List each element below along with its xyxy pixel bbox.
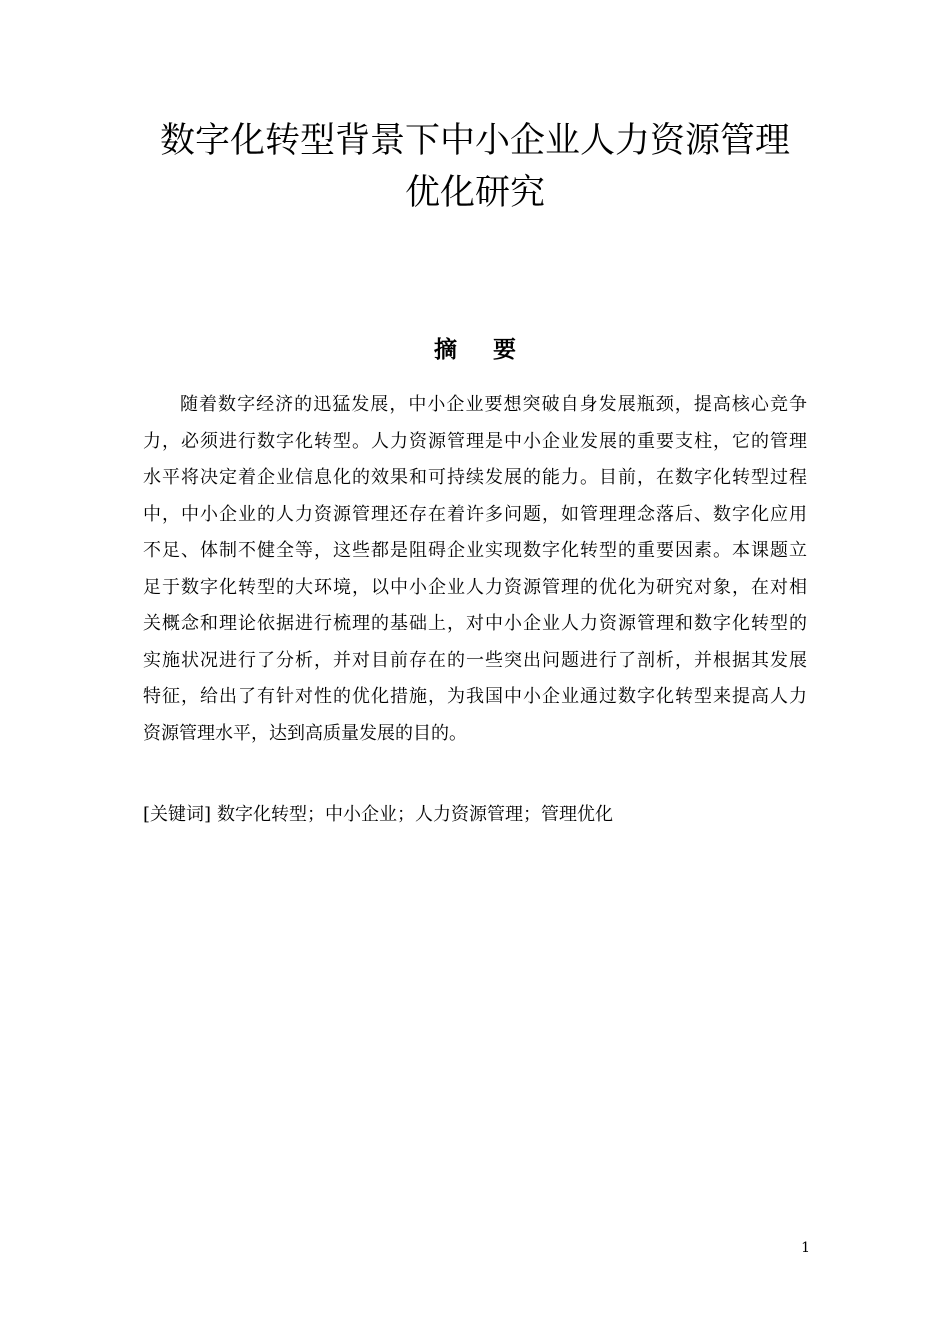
- abstract-line: 关概念和理论依据进行梳理的基础上，对中小企业人力资源管理和数字化转型的: [143, 613, 807, 634]
- keywords: [143, 800, 613, 830]
- title-line-2: 优化研究: [404, 173, 545, 213]
- abstract-line: 不足、体制不健全等，这些都是阻碍企业实现数字化转型的重要因素。本课题立: [143, 540, 807, 561]
- title-line-1: 数字化转型背景下中小企业人力资源管理: [159, 121, 790, 161]
- page-number: 1: [801, 1240, 810, 1256]
- abstract-line: 足于数字化转型的大环境，以中小企业人力资源管理的优化为研究对象，在对相: [143, 576, 807, 598]
- abstract-line: 水平将决定着企业信息化的效果和可持续发展的能力。目前，在数字化转型过程: [143, 467, 807, 488]
- abstract-line: 随着数字经济的迅猛发展，中小企业要想突破自身发展瓶颈，提高核心竞争: [180, 394, 807, 415]
- keywords-label: [关键词]: [143, 804, 212, 825]
- abstract-body: [143, 387, 807, 752]
- keywords-text: 数字化转型；中小企业；人力资源管理；管理优化: [217, 804, 614, 825]
- abstract-heading: 摘要: [434, 337, 552, 363]
- document-title: [100, 115, 850, 219]
- abstract-line: 中，中小企业的人力资源管理还存在着许多问题，如管理理念落后、数字化应用: [143, 503, 807, 525]
- abstract-line: 实施状况进行了分析，并对目前存在的一些突出问题进行了剖析，并根据其发展: [143, 649, 807, 671]
- abstract-line: 特征，给出了有针对性的优化措施，为我国中小企业通过数字化转型来提高人力: [143, 686, 807, 707]
- abstract-line: 力，必须进行数字化转型。人力资源管理是中小企业发展的重要支柱，它的管理: [143, 430, 807, 452]
- abstract-line: 资源管理水平，达到高质量发展的目的。: [143, 722, 467, 744]
